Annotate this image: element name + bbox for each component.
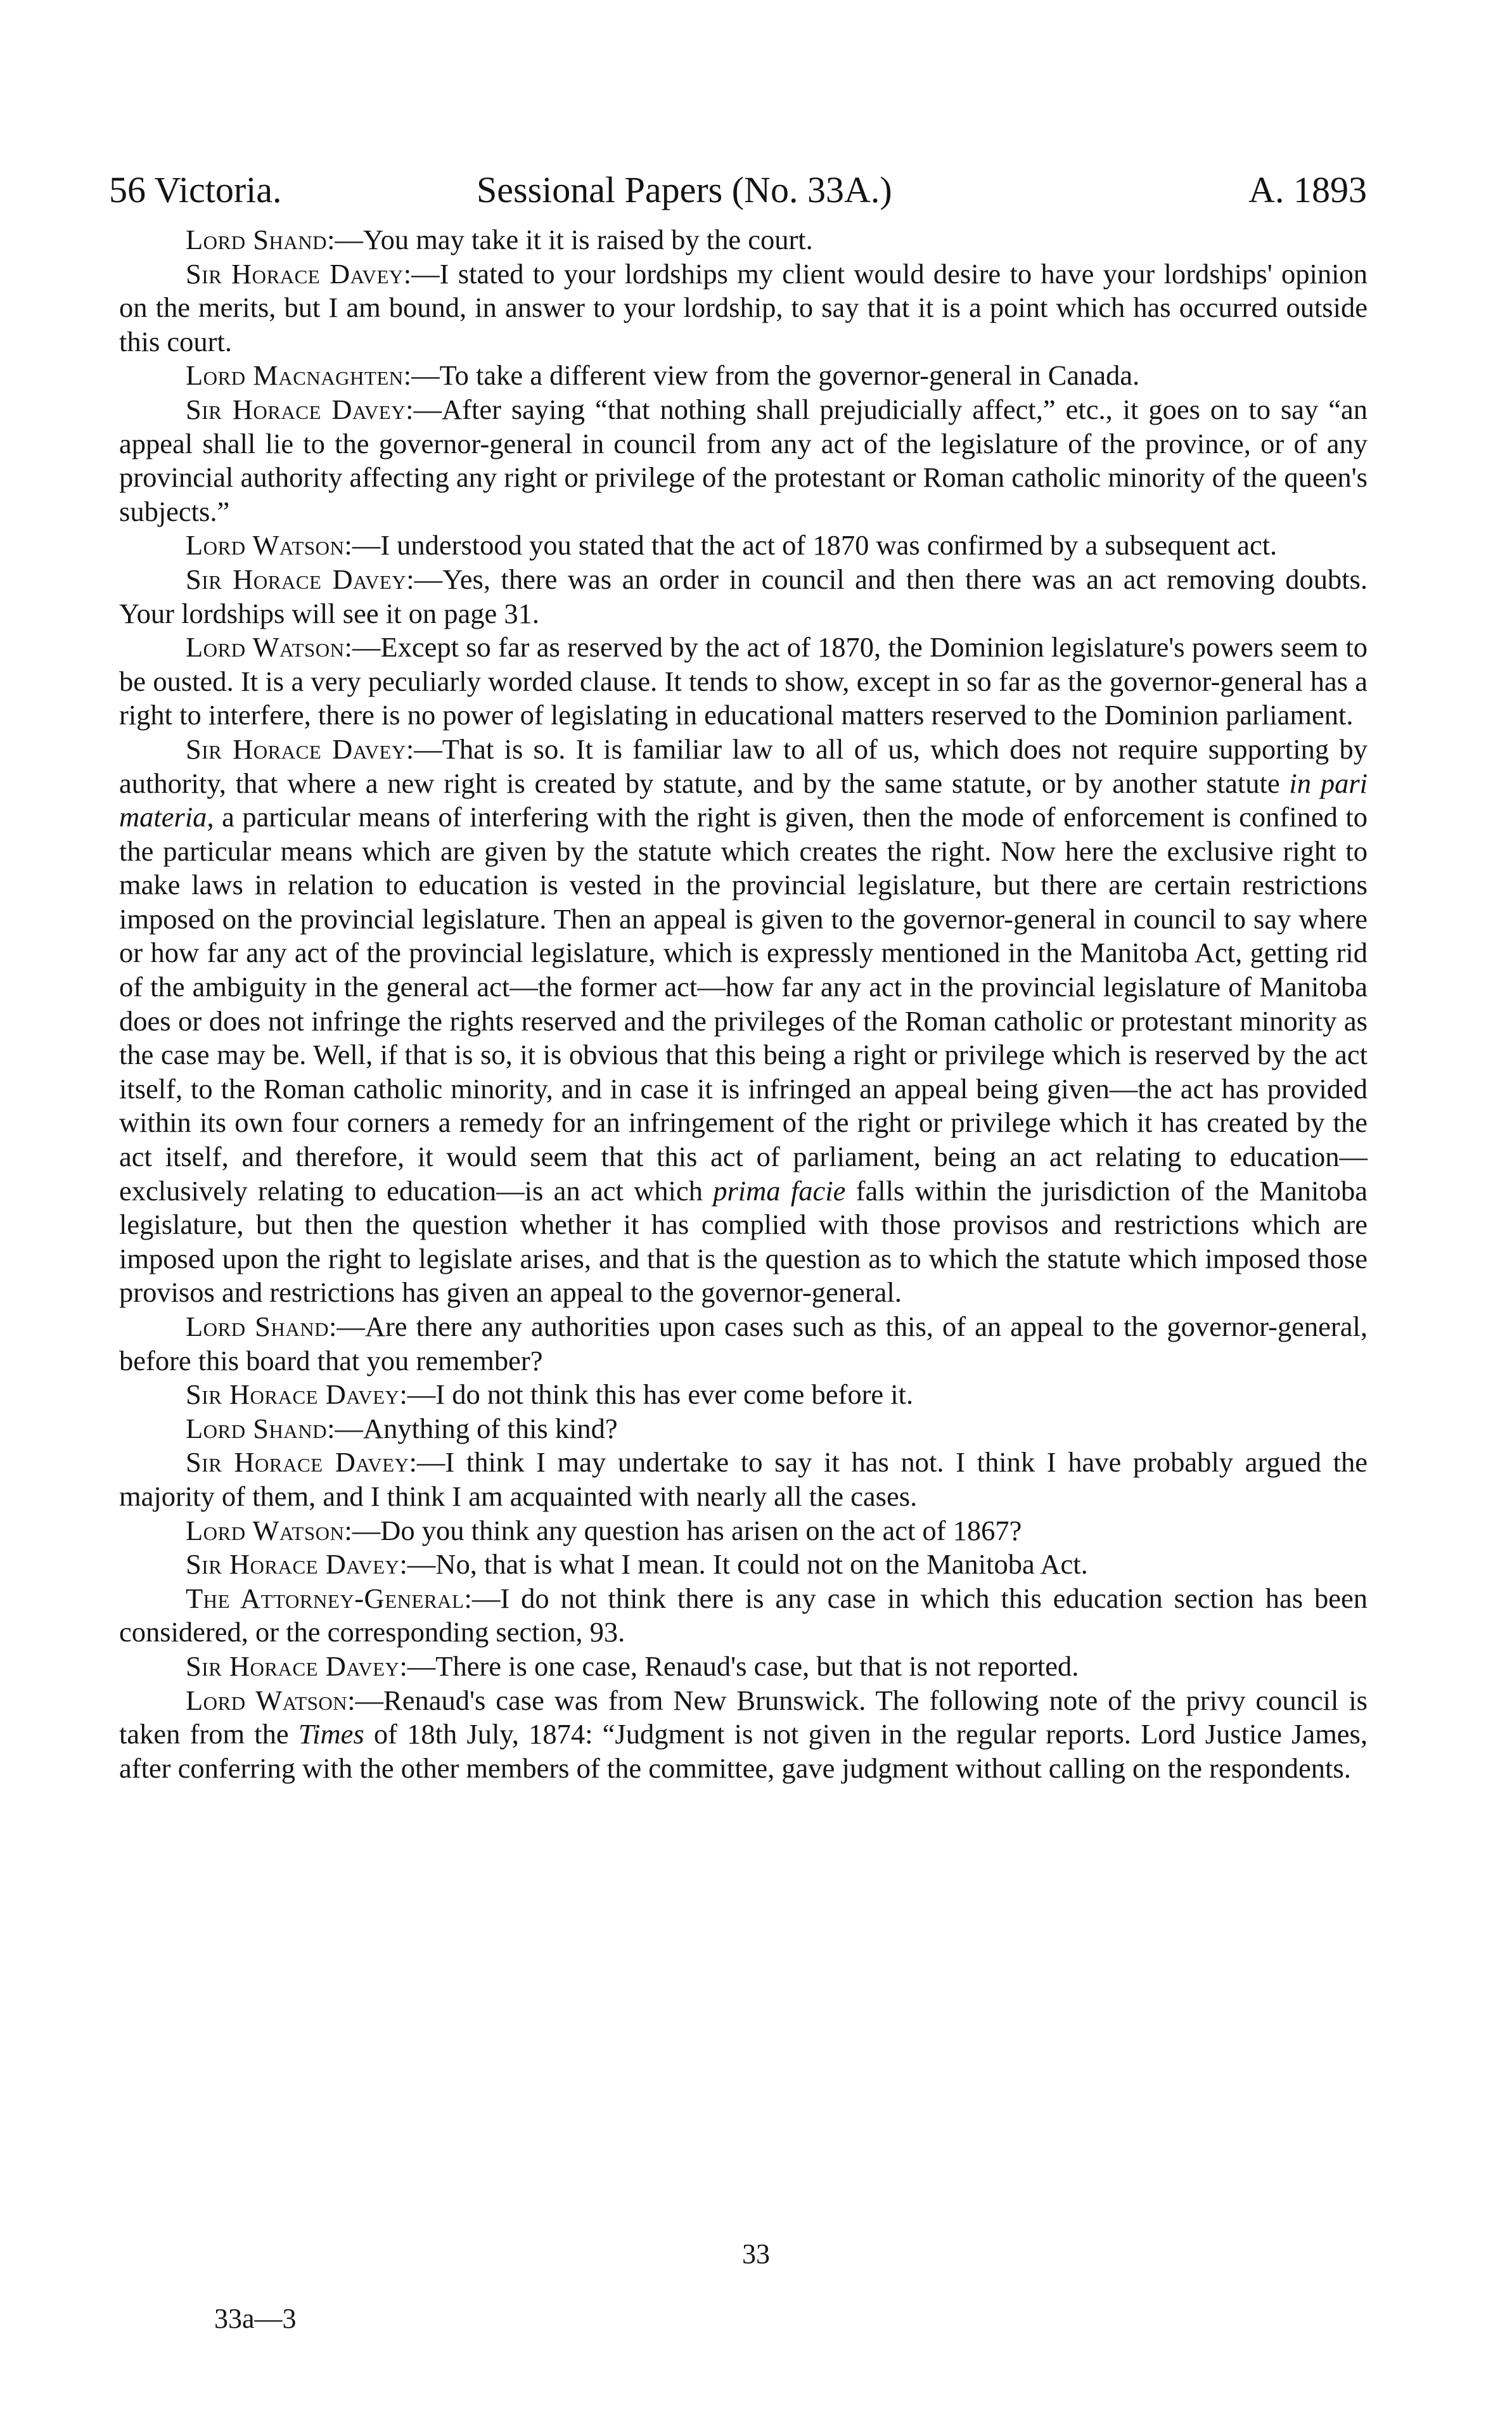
page-header bbox=[109, 165, 1367, 215]
speaker-name: Lord Watson bbox=[186, 529, 345, 561]
header-year: A. 1893 bbox=[1248, 169, 1367, 210]
paragraph bbox=[119, 733, 1368, 1310]
paragraph bbox=[119, 223, 1368, 257]
latin-phrase: in pari materia bbox=[119, 767, 1368, 833]
speaker-name: Lord Watson bbox=[186, 1684, 348, 1716]
paragraph bbox=[119, 1684, 1368, 1786]
speech-text: :—Do you think any question has arisen on the act of 1867? bbox=[344, 1514, 1022, 1546]
speaker-name: The Attorney-General bbox=[186, 1582, 464, 1614]
speech-text: :—Renaud's case was from New Brunswick. The following note of the privy council is taken from the bbox=[119, 1684, 1368, 1750]
speech-text: :—You may take it it is raised by the court. bbox=[327, 224, 813, 255]
speech-text: :—I do not think there is any case in which this education section has been considered, or the corresponding section, 93. bbox=[119, 1582, 1368, 1648]
paragraph bbox=[119, 563, 1368, 631]
speaker-name: Lord Watson bbox=[186, 1514, 345, 1546]
paragraph bbox=[119, 1310, 1368, 1378]
speaker-name: Sir Horace Davey bbox=[186, 1378, 400, 1411]
speaker-name: Lord Shand bbox=[186, 1412, 328, 1444]
speech-text: :—That is so. It is familiar law to all of us, which does not require supporting by authority, that where a new right is created by statute, and by the same statute, or by another statute bbox=[119, 733, 1368, 799]
paragraph bbox=[119, 1446, 1368, 1513]
newspaper-title: Times bbox=[298, 1718, 364, 1750]
transcript-body bbox=[119, 223, 1368, 1785]
page-number: 33 bbox=[742, 2238, 770, 2269]
speech-text: :—Except so far as reserved by the act of 1870, the Dominion legislature's powers seem to be ousted. It is a very peculiarly worded clause. It tends to show, except in so far as the governor-general has a right to interfere, there is no power of legislating in educational matters reserved to the Dominion parliament. bbox=[119, 631, 1368, 731]
speaker-name: Sir Horace Davey bbox=[186, 1446, 409, 1479]
speaker-name: Sir Horace Davey bbox=[186, 257, 404, 290]
speech-text: :—There is one case, Renaud's case, but that is not reported. bbox=[399, 1650, 1079, 1682]
paragraph bbox=[119, 1412, 1368, 1446]
speaker-name: Lord Shand bbox=[186, 1311, 329, 1342]
signature-mark: 33a—3 bbox=[214, 2303, 297, 2334]
speech-text: of 18th July, 1874: “Judgment is not given in the regular reports. Lord Justice James, after conferring with the other members of the committee, gave judgment without calling on the respondents. bbox=[119, 1718, 1368, 1784]
paragraph bbox=[119, 393, 1368, 529]
speech-text: :—I stated to your lordships my client would desire to have your lordships' opinion on the merits, but I am bound, in answer to your lordship, to say that it is a point which has occurred outside this court. bbox=[119, 257, 1368, 357]
speech-text: :—I think I may undertake to say it has not. I think I have probably argued the majority of them, and I think I am acquainted with nearly all the cases. bbox=[119, 1446, 1368, 1512]
speech-text: :—No, that is what I mean. It could not on the Manitoba Act. bbox=[399, 1548, 1088, 1581]
speech-text: :—I do not think this has ever come before it. bbox=[399, 1378, 914, 1411]
speaker-name: Lord Shand bbox=[186, 224, 328, 255]
speech-text: :—Anything of this kind? bbox=[327, 1412, 618, 1444]
header-session: 56 Victoria. bbox=[109, 169, 282, 210]
speaker-name: Lord Watson bbox=[186, 631, 345, 664]
paragraph bbox=[119, 631, 1368, 733]
speech-text: :—To take a different view from the governor-general in Canada. bbox=[403, 359, 1140, 392]
speaker-name: Sir Horace Davey bbox=[186, 1548, 400, 1581]
speaker-name: Sir Horace Davey bbox=[186, 733, 406, 765]
speech-text: :—Yes, there was an order in council and then there was an act removing doubts. Your lordships will see it on page 31. bbox=[119, 563, 1368, 629]
paragraph bbox=[119, 257, 1368, 359]
speech-text: :—Are there any authorities upon cases such as this, of an appeal to the governor-general, before this board that you remember? bbox=[119, 1311, 1368, 1376]
header-title: Sessional Papers (No. 33A.) bbox=[477, 169, 892, 210]
speech-text: :—I understood you stated that the act of 1870 was confirmed by a subsequent act. bbox=[344, 529, 1278, 561]
paragraph bbox=[119, 529, 1368, 563]
speaker-name: Sir Horace Davey bbox=[186, 1650, 400, 1682]
paragraph bbox=[119, 359, 1368, 393]
speech-text: , a particular means of interfering with the right is given, then the mode of enforcement is confined to the particular means which are given by the statute which creates the right. Now here the exclusive right to make laws in relation to education is vested in the provincial legislature, but there are certain restrictions imposed on the provincial legislature. Then an appeal is given to the governor-general in council to say where or how far any act of the provincial legislature, which is expressly mentioned in the Manitoba Act, getting rid of the ambiguity in the general act—the former act—how far any act in the provincial legislature of Manitoba does or does not infringe the rights reserved and the privileges of the Roman catholic or protestant minority as the case may be. Well, if that is so, it is obvious that this being a right or privilege which is reserved by the act itself, to the Roman catholic minority, and in case it is infringed an appeal being given—the act has provided within its own four corners a remedy for an infringement of the right or privilege which it has created by the act itself, and therefore, it would seem that this act of parliament, being an act relating to education—exclusively relating to education—is an act which bbox=[119, 801, 1368, 1207]
speaker-name: Sir Horace Davey bbox=[186, 563, 407, 595]
speech-text: :—After saying “that nothing shall prejudicially affect,” etc., it goes on to say “an appeal shall lie to the governor-general in council from any act of the legislature of the province, or of any provincial authority affecting any right or privilege of the protestant or Roman catholic minority of the queen's subjects.” bbox=[119, 393, 1368, 527]
paragraph bbox=[119, 1582, 1368, 1650]
speaker-name: Sir Horace Davey bbox=[186, 393, 406, 425]
paragraph bbox=[119, 1548, 1368, 1582]
paragraph bbox=[119, 1378, 1368, 1412]
paragraph bbox=[119, 1650, 1368, 1684]
speech-text: falls within the jurisdiction of the Manitoba legislature, but then the question whether it has complied with those provisos and restrictions which are imposed upon the right to legislate arises, and that is the question as to which the statute which imposed those provisos and restrictions has given an appeal to the governor-general. bbox=[119, 1174, 1368, 1309]
speaker-name: Lord Macnaghten bbox=[186, 359, 404, 392]
latin-phrase: prima facie bbox=[713, 1174, 846, 1207]
paragraph bbox=[119, 1514, 1368, 1548]
